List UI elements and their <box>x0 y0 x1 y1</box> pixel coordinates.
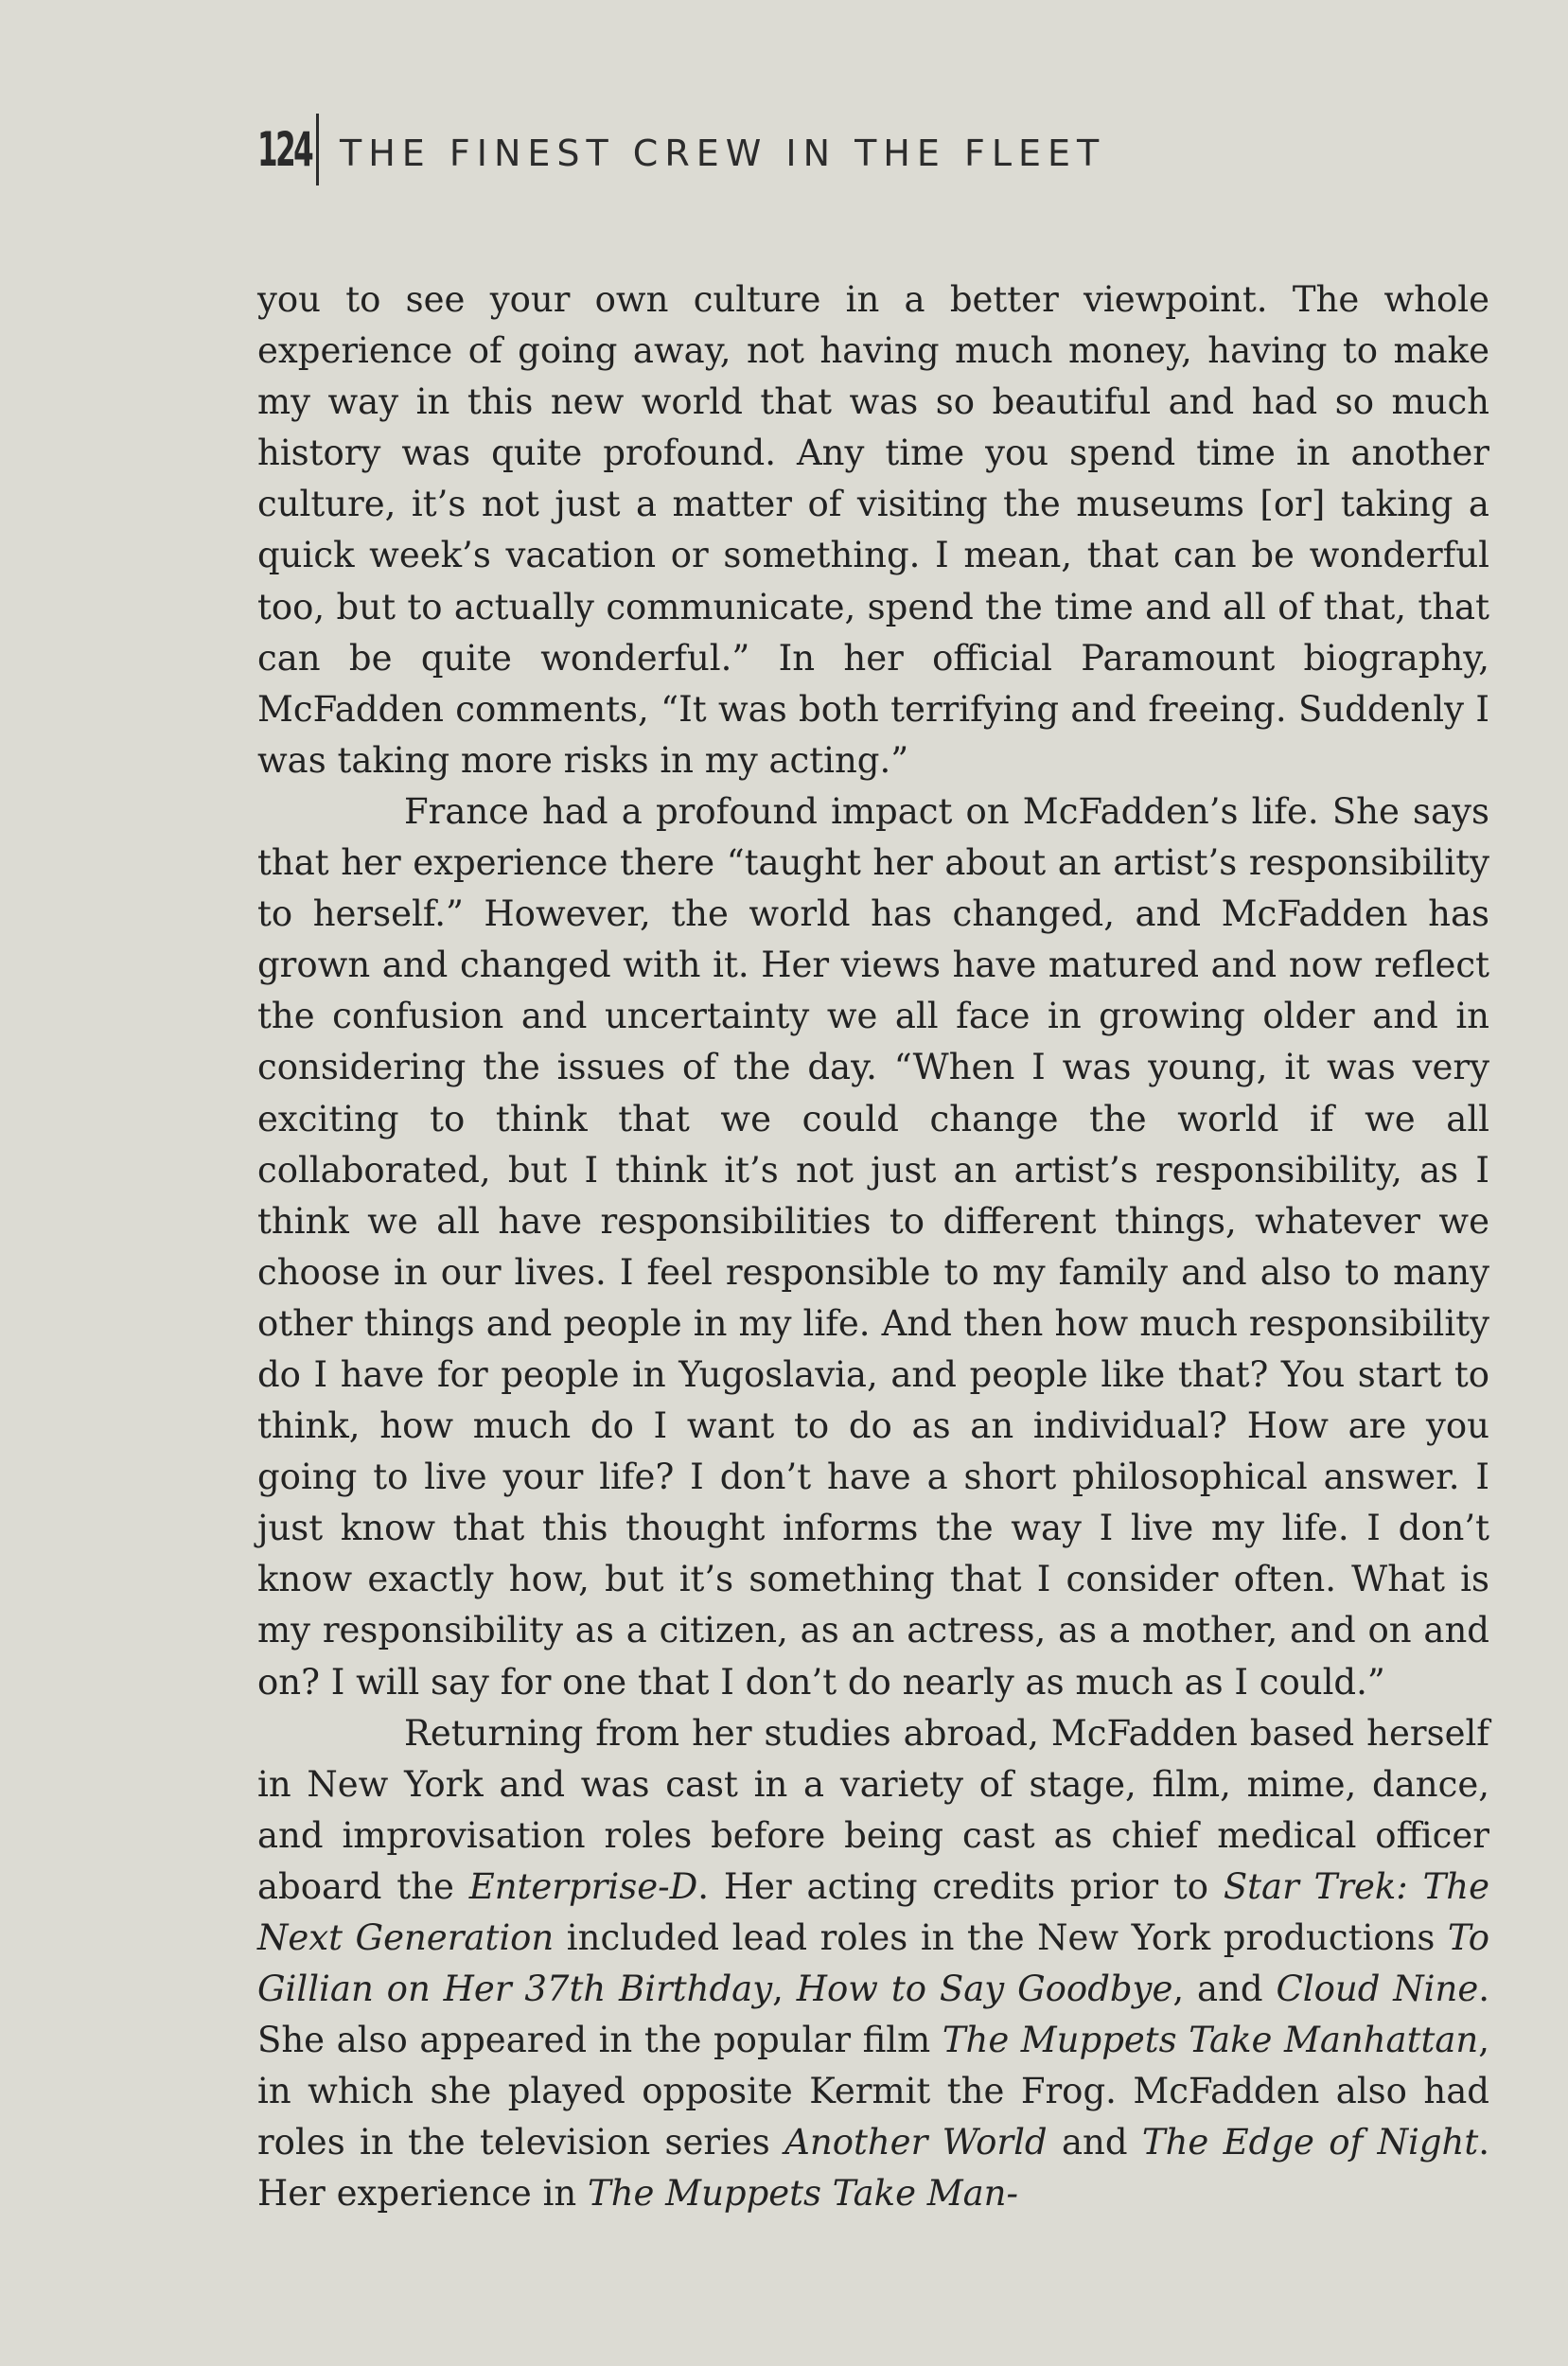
paragraph-text: , and <box>1172 1969 1277 2010</box>
paragraph <box>257 1708 1489 2220</box>
running-head <box>257 112 1105 187</box>
paragraph-text: . She also appeared in the popular film <box>257 1969 1490 2061</box>
paragraph-text: . Her experience in <box>257 2122 1489 2215</box>
italic-title-text: Star Trek: The Next Generation <box>257 1865 1489 1958</box>
italic-title-text: Another World <box>784 2122 1048 2163</box>
paragraph-text: Returning from her studies abroad, McFadden based herself in New York and was cast in a variety of stage, film, mime, dance, and improvisation roles before being cast as chief medical officer aboard the <box>257 1712 1489 1907</box>
italic-title-text: To Gillian on Her 37th Birthday <box>257 1917 1489 2010</box>
italic-title-text: The Edge of Night <box>1141 2122 1479 2163</box>
italic-title-text: How to Say Goodbye <box>796 1969 1173 2010</box>
paragraph <box>257 786 1489 1708</box>
paragraph-text: included lead roles in the New York productions <box>554 1917 1448 1958</box>
paragraph-text: and <box>1047 2122 1142 2163</box>
header-divider <box>316 114 319 185</box>
paragraph-text: you to see your own culture in a better viewpoint. The whole experience of going away, not having much money, having to make my way in this new world that was so beautiful and had so much history was quite profound. Any time you spend time in another culture, it’s not just a matter of visiting the museums [or] taking a quick week’s vacation or something. I mean, that can be wonderful too, but to actually communicate, spend the time and all of that, that can be quite wonderful.” In her official Paramount biography, McFadden comments, “It was both terrifying and freeing. Suddenly I was taking more risks in my acting.” <box>257 279 1489 781</box>
body-text <box>257 274 1489 2220</box>
paragraph-text: France had a profound impact on McFadden’s life. She says that her experience there “taught her about an artist’s responsibility to herself.” However, the world has changed, and McFadden has grown and changed with it. Her views have matured and now reflect the confusion and uncertainty we all face in growing older and in considering the issues of the day. “When I was young, it was very exciting to think that we could change the world if we all collaborated, but I think it’s not just an artist’s responsibility, as I think we all have responsibilities to different things, whatever we choose in our lives. I feel responsible to my family and also to many other things and people in my life. And then how much responsibility do I have for people in Yugoslavia, and people like that? You start to think, how much do I want to do as an individual? How are you going to live your life? I don’t have a short philosophical answer. I just know that this thought informs the way I live my life. I don’t know exactly how, but it’s something that I consider often. What is my responsibility as a citizen, as an actress, as a mother, and on and on? I will say for one that I don’t do nearly as much as I could.” <box>257 790 1489 1703</box>
italic-title-text: Enterprise-D <box>468 1865 698 1907</box>
paragraph-text: . Her acting credits prior to <box>697 1865 1224 1907</box>
italic-title-text: The Muppets Take Manhattan <box>942 2020 1479 2061</box>
paragraph-text: , <box>772 1969 797 2010</box>
running-title: THE FINEST CREW IN THE FLEET <box>340 132 1106 174</box>
paragraph-text: , in which she played opposite Kermit the Frog. McFadden also had roles in the television series <box>257 2020 1490 2163</box>
italic-title-text: Cloud Nine <box>1276 1969 1479 2010</box>
page-number: 124 <box>257 122 312 177</box>
italic-title-text: The Muppets Take Man- <box>588 2173 1018 2215</box>
paragraph <box>257 274 1489 786</box>
